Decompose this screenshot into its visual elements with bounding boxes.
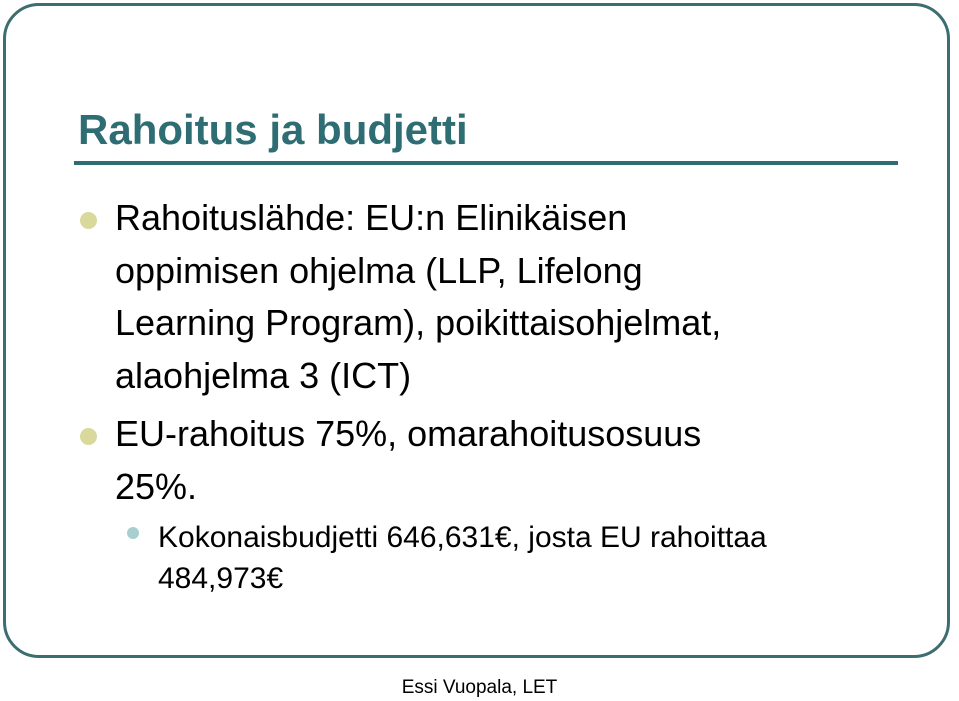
title-underline bbox=[74, 161, 898, 165]
sub-bullet-text-1: Kokonaisbudjetti 646,631€, josta EU rahoittaa 484,973€ bbox=[158, 521, 767, 595]
sub-bullet-dot-1 bbox=[127, 527, 139, 539]
footer-author: Essi Vuopala, LET bbox=[401, 677, 558, 698]
bullet-text-2: EU-rahoitus 75%, omarahoitusosuus 25%. bbox=[115, 413, 702, 507]
bullet-text-1: Rahoituslähde: EU:n Elinikäisen oppimisen ohjelma (LLP, Lifelong Learning Program), poikittaisohjelmat, alaohjelma 3 (ICT) bbox=[115, 197, 722, 396]
bullet-dot-2 bbox=[80, 428, 97, 445]
bullet-dot-1 bbox=[80, 212, 97, 229]
slide-title: Rahoitus ja budjetti bbox=[78, 106, 468, 153]
